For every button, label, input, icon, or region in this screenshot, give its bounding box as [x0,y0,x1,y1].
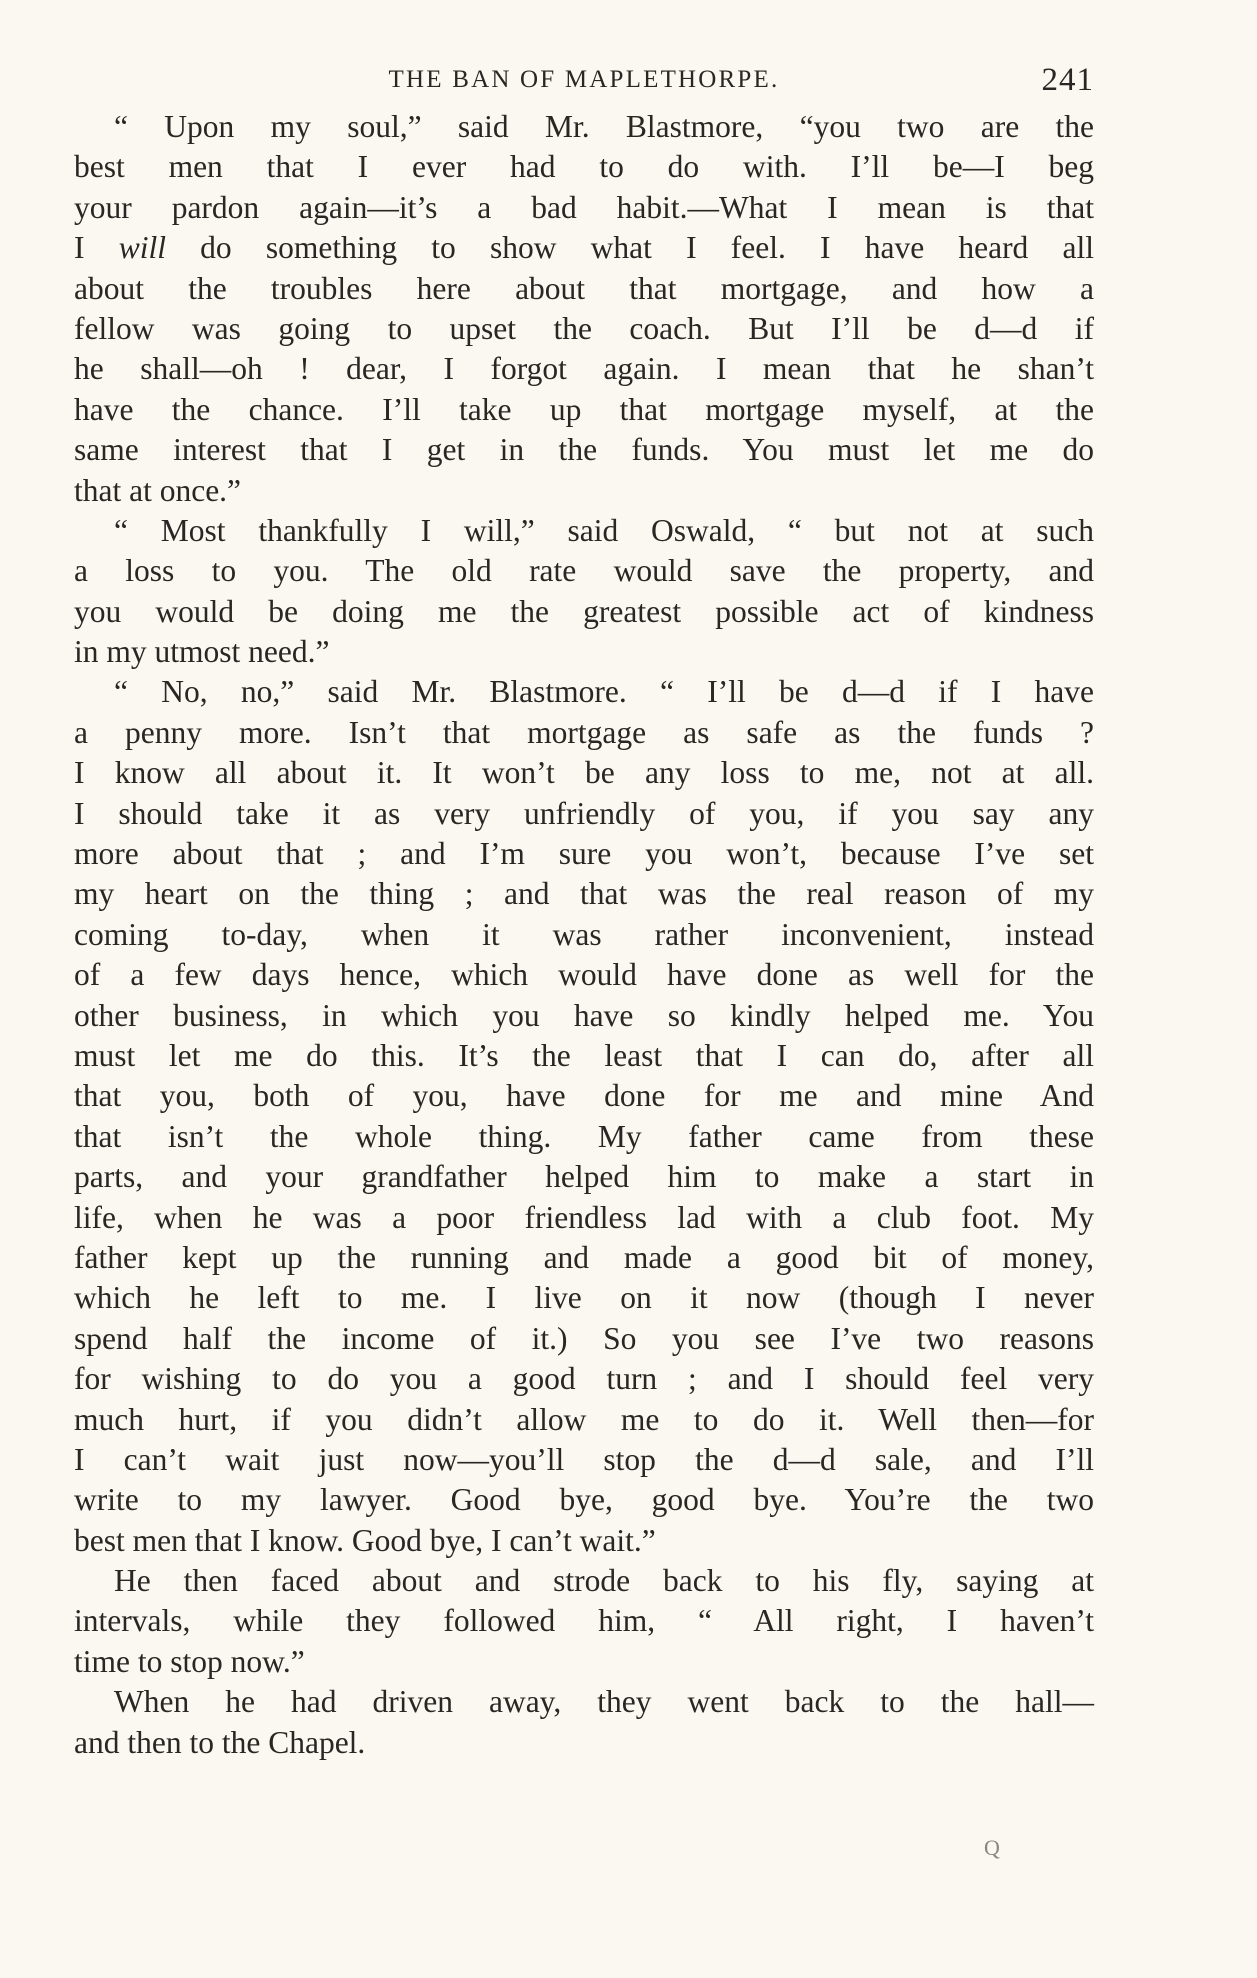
text-line: “ Upon my soul,” said Mr. Blastmore, “you two are the [114,109,1094,144]
text-line: for wishing to do you a good turn ; and I should feel very [74,1361,1094,1397]
text-line: which he left to me. I live on it now (though I never [74,1280,1094,1316]
text-line: in my utmost need.” [74,634,330,670]
text-line: write to my lawyer. Good bye, good bye. You’re the two [74,1482,1094,1518]
text-line: much hurt, if you didn’t allow me to do it. Well then—for [74,1401,1094,1437]
page-number: 241 [1041,62,1094,98]
body-text [74,107,1094,1763]
text-line: best men that I know. Good bye, I can’t wait.” [74,1522,656,1558]
text-line: When he had driven away, they went back to the hall— [114,1684,1094,1720]
text-line: of a few days hence, which would have done as well for the [74,957,1094,993]
text-line: coming to-day, when it was rather inconvenient, instead [74,916,1094,952]
text-line: same interest that I get in the funds. You must let me do [74,432,1094,468]
text-line: your pardon again—it’s a bad habit.—What I mean is that [74,189,1094,225]
text-line: have the chance. I’ll take up that mortgage myself, at the [74,391,1094,427]
text-line: I know all about it. It won’t be any loss to me, not at all. [74,755,1094,791]
text-line: that isn’t the whole thing. My father came from these [74,1118,1094,1154]
text-line: time to stop now.” [74,1643,305,1679]
text-line: other business, in which you have so kindly helped me. You [74,997,1094,1033]
text-line: about the troubles here about that mortgage, and how a [74,270,1094,306]
text-line: He then faced about and strode back to his fly, saying at [114,1563,1094,1599]
text-line: “ Most thankfully I will,” said Oswald, “ but not at such [114,512,1094,548]
text-line: fellow was going to upset the coach. But I’ll be d—d if [74,310,1094,346]
text-line: a loss to you. The old rate would save the property, and [74,553,1094,589]
text-line: my heart on the thing ; and that was the real reason of my [74,876,1094,912]
signature-mark: Q [984,1835,1000,1860]
running-title: THE BAN OF MAPLETHORPE. [388,66,780,93]
text-line: intervals, while they followed him, “ All right, I haven’t [74,1603,1094,1639]
text-line: a penny more. Isn’t that mortgage as safe as the funds ? [74,714,1094,750]
emphasis: will [118,230,166,266]
text-line: that you, both of you, have done for me and mine And [74,1078,1094,1114]
text-line: I should take it as very unfriendly of you, if you say any [74,795,1094,831]
text-line: best men that I ever had to do with. I’ll be—I beg [74,149,1094,185]
text-line: life, when he was a poor friendless lad with a club foot. My [74,1199,1094,1235]
text-line: father kept up the running and made a good bit of money, [74,1239,1094,1275]
text-line: I will do something to show what I feel. I have heard all [74,230,1094,266]
text-line: he shall—oh ! dear, I forgot again. I mean that he shan’t [74,351,1094,387]
text-line: you would be doing me the greatest possible act of kindness [74,593,1094,629]
text-line: parts, and your grandfather helped him to make a start in [74,1159,1094,1195]
text-line: I can’t wait just now—you’ll stop the d—d sale, and I’ll [74,1441,1094,1477]
text-line: and then to the Chapel. [74,1724,366,1760]
text-line: that at once.” [74,472,242,508]
running-head [74,62,1094,102]
text-line: “ No, no,” said Mr. Blastmore. “ I’ll be d—d if I have [114,674,1094,710]
text-line: spend half the income of it.) So you see I’ve two reasons [74,1320,1094,1356]
text-line: more about that ; and I’m sure you won’t, because I’ve set [74,836,1094,872]
text-line: must let me do this. It’s the least that I can do, after all [74,1037,1094,1073]
